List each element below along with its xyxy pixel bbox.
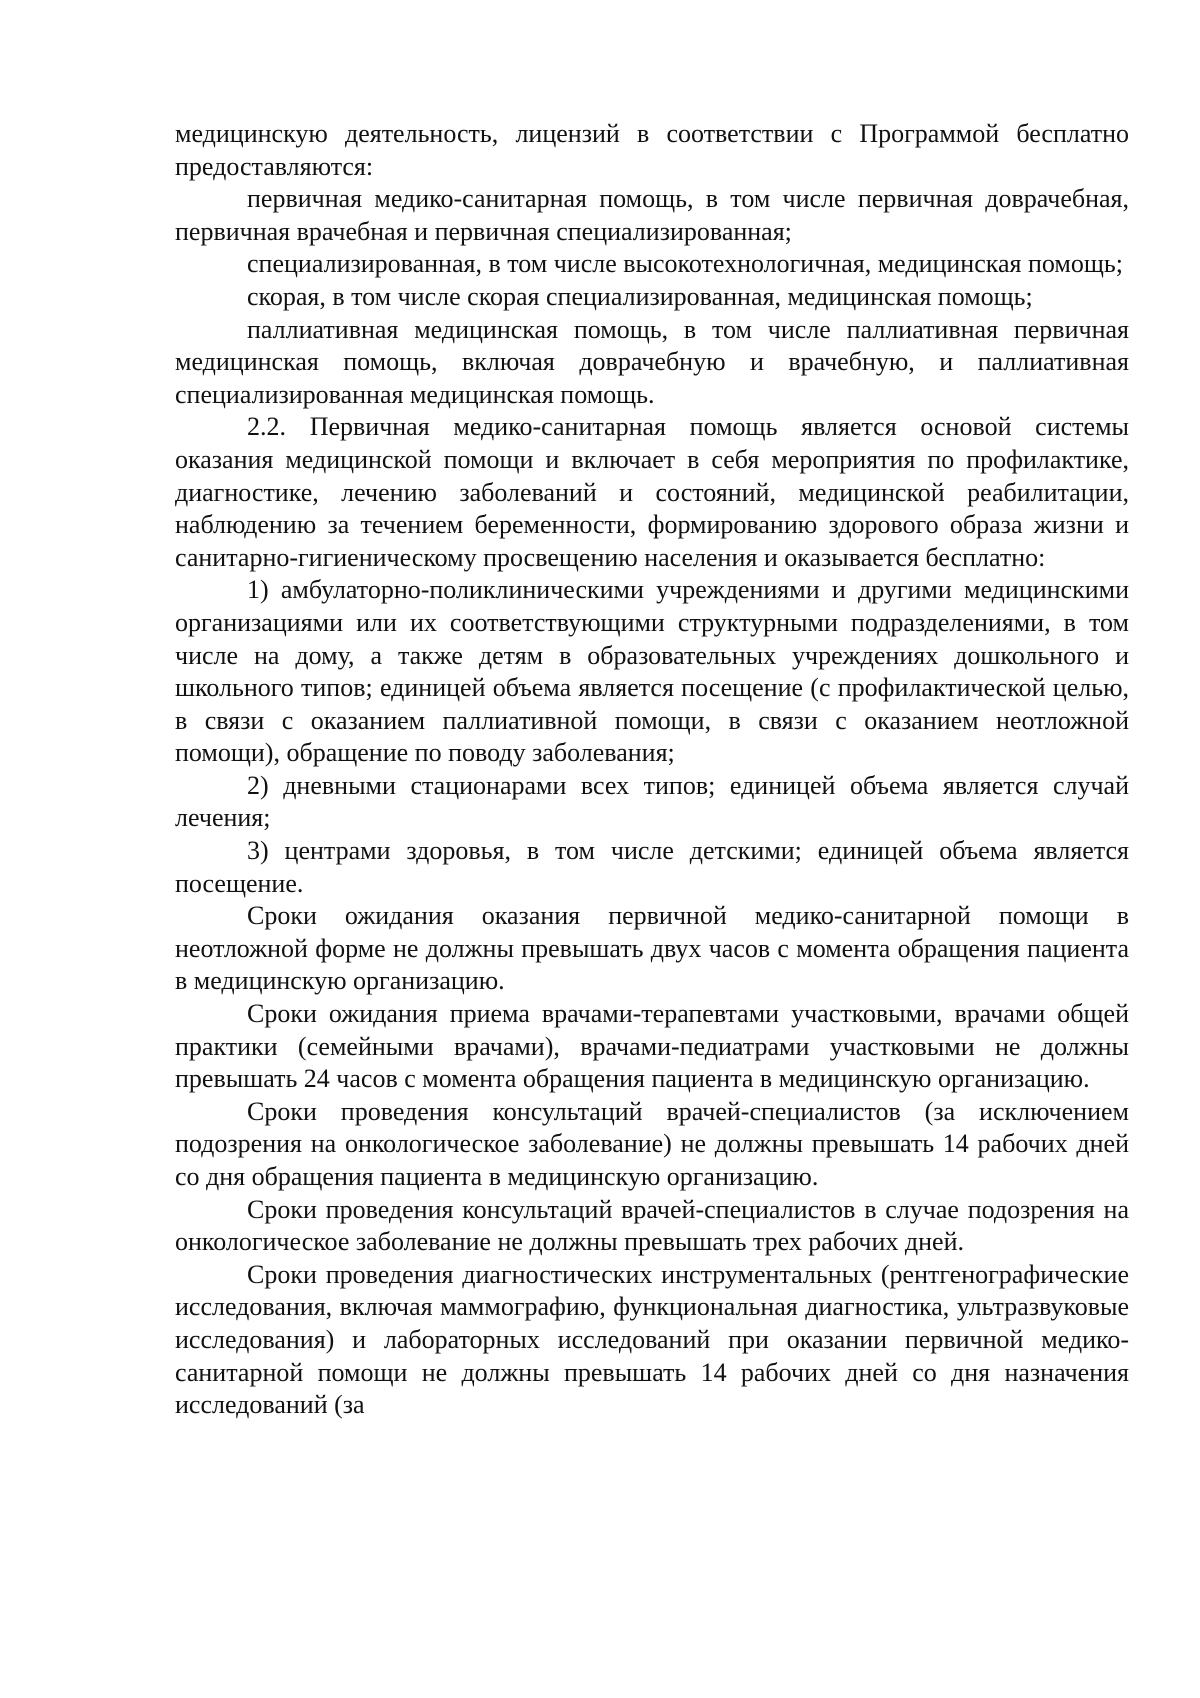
paragraph-section-2-2: 2.2. Первичная медико-санитарная помощь является основой системы оказания медицинской помощи и включает в себя мероприятия по профилактике, диагностике, лечению заболеваний и состояний, медицинской реабилитации, наблюдению за течением беременности, формированию здорового образа жизни и санитарно-гигиеническому просвещению населения и оказывается бесплатно: [175,412,1129,572]
paragraph-diagnostics-wait-time: Сроки проведения диагностических инструментальных (рентгенографические исследования, включая маммографию, функциональная диагностика, ультразвуковые исследования) и лабораторных исследований при оказании первичной медико-санитарной помощи не должны превышать 14 рабочих дней со дня назначения исследований (за [175,1259,1129,1420]
paragraph-item-3: 3) центрами здоровья, в том числе детскими; единицей объема является посещение. [175,836,1129,898]
paragraph-gp-wait-time: Сроки ожидания приема врачами-терапевтами участковыми, врачами общей практики (семейными врачами), врачами-педиатрами участковыми не должны превышать 24 часов с момента обращения пациента в медицинскую организацию. [175,999,1129,1094]
paragraph-item-1: 1) амбулаторно-поликлиническими учреждениями и другими медицинскими организациями или их соответствующими структурными подразделениями, в том числе на дому, а также детям в образовательных учреждениях дошкольного и школьного типов; единицей объема является посещение (с профилактической целью, в связи с оказанием паллиативной помощи, в связи с оказанием неотложной помощи), обращение по поводу заболевания; [175,575,1129,768]
paragraph-oncology-wait-time: Сроки проведения консультаций врачей-специалистов в случае подозрения на онкологическое заболевание не должны превышать трех рабочих дней. [175,1194,1129,1257]
paragraph-intro-continuation: медицинскую деятельность, лицензий в соответствии с Программой бесплатно предоставляются: [175,119,1129,181]
paragraph-item-2: 2) дневными стационарами всех типов; единицей объема является случай лечения; [175,770,1129,833]
paragraph-specialized-care: специализированная, в том числе высокотехнологичная, медицинская помощь; [247,249,1123,279]
paragraph-palliative-care: паллиативная медицинская помощь, в том числе паллиативная первичная медицинская помощь, включая доврачебную и врачебную, и паллиативная специализированная медицинская помощь. [175,314,1129,409]
document-body [175,118,1129,1422]
paragraph-emergency-care: скорая, в том числе скорая специализированная, медицинская помощь; [247,281,1033,311]
paragraph-specialist-wait-time: Сроки проведения консультаций врачей-специалистов (за исключением подозрения на онкологическое заболевание) не должны превышать 14 рабочих дней со дня обращения пациента в медицинскую организацию. [175,1096,1129,1191]
paragraph-primary-care: первичная медико-санитарная помощь, в том числе первичная доврачебная, первичная врачебная и первичная специализированная; [175,184,1129,246]
paragraph-urgent-wait-time: Сроки ожидания оказания первичной медико-санитарной помощи в неотложной форме не должны превышать двух часов с момента обращения пациента в медицинскую организацию. [175,901,1129,996]
